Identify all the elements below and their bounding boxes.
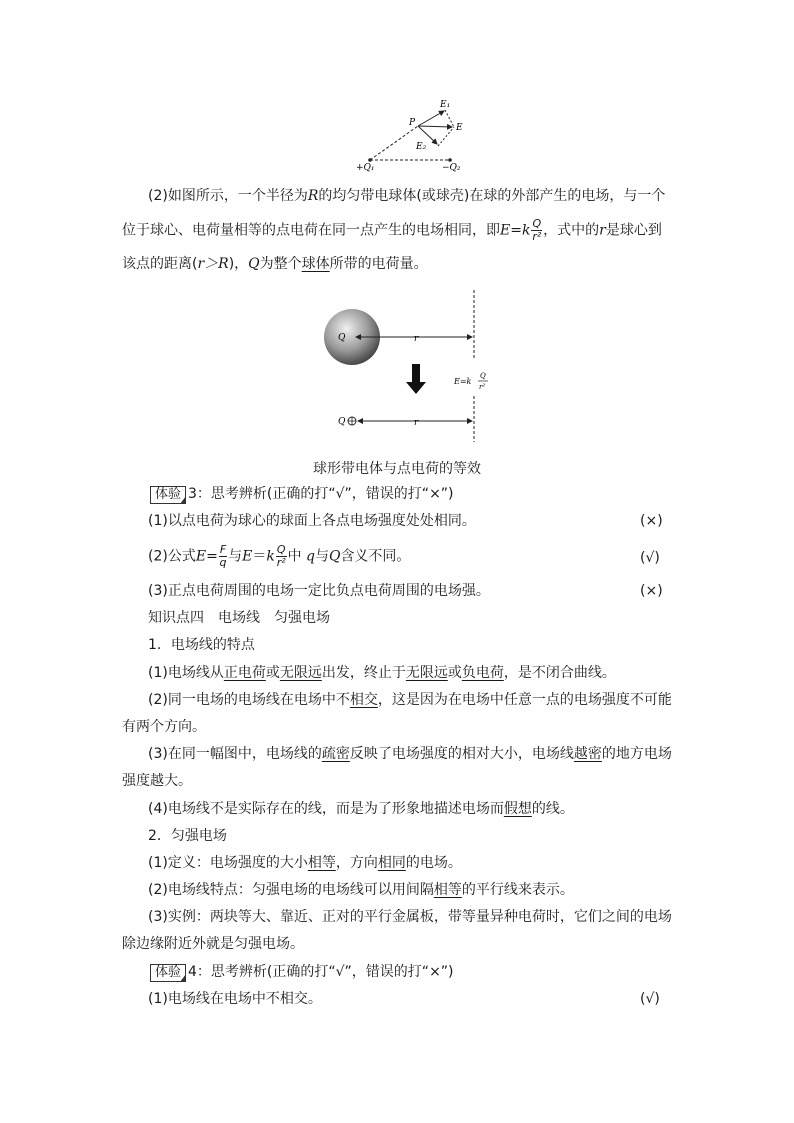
sphere-equivalence-figure	[318, 290, 498, 450]
exp3-a3: (×)	[640, 583, 663, 599]
dashed-line-e1-e	[445, 110, 454, 127]
formula-den: r²	[479, 383, 486, 391]
kp4-d3: (3)实例：两块等大、靠近、正对的平行金属板，带等量异种电荷时，它们之间的电场	[148, 909, 672, 925]
exp3-a1: (×)	[640, 513, 663, 529]
vector-e1	[418, 111, 444, 126]
kp4-section1: 1．电场线的特点	[148, 637, 255, 653]
exp4-badge: 体验	[150, 964, 186, 982]
label-r-top: r	[414, 334, 419, 344]
para2-line3: 该点的距离(r＞R)，Q为整个球体所带的电荷量。	[122, 256, 428, 272]
down-arrow-icon	[406, 364, 426, 394]
vector-diagram	[350, 98, 480, 178]
label-q2: −Q₂	[442, 163, 461, 173]
kp4-p3-cont: 强度越大。	[122, 773, 192, 789]
formula-e-label: E=k	[454, 377, 472, 386]
formula-num: Q	[480, 372, 486, 380]
label-e2: E₂	[416, 142, 427, 152]
label-e: E	[456, 123, 463, 133]
label-r-bottom: r	[414, 418, 419, 428]
para2-line1: (2)如图所示，一个半径为R的均匀带电球体(或球壳)在球的外部产生的电场，与一个	[148, 188, 666, 204]
para2-line2: 位于球心、电荷量相等的点电荷在同一点产生的电场相同，即E=k $\frac{Q}{\text{r²}}$ ，式中的r是球心到	[122, 217, 662, 243]
figure-caption: 球形带电体与点电荷的等效	[313, 461, 481, 477]
dashed-line-q1-p	[370, 126, 418, 160]
fraction-q-r2: $\frac{Q}{\text{r²}}$	[532, 217, 542, 243]
vector-e	[418, 126, 452, 127]
fraction-q-r2-b: $\frac{Q}{\text{r²}}$	[276, 543, 286, 569]
exp3-heading: 体验 3：思考辨析(正确的打“√”，错误的打“×”)	[150, 484, 454, 504]
kp4-p2: (2)同一电场的电场线在电场中不相交，这是因为在电场中任意一点的电场强度不可能	[148, 692, 672, 708]
fraction-f-q: $\frac{F}{q}$	[219, 543, 227, 569]
exp3-q2: (2)公式E= $\frac{F}{q}$ 与E＝k $\frac{Q}{\text{r²}}$ 中 q与Q含义不同。	[148, 543, 411, 569]
kp4-d1: (1)定义：电场强度的大小相等，方向相同的电场。	[148, 855, 462, 871]
kp4-p1: (1)电场线从正电荷或无限远出发，终止于无限远或负电荷，是不闭合曲线。	[148, 665, 616, 681]
label-sphere-q: Q	[338, 333, 346, 343]
charge-q2	[448, 158, 452, 162]
kp4-p3: (3)在同一幅图中，电场线的疏密反映了电场强度的相对大小，电场线越密的地方电场	[148, 746, 672, 762]
label-q1: +Q₁	[356, 163, 375, 173]
exp4-heading: 体验 4：思考辨析(正确的打“√”，错误的打“×”)	[150, 962, 454, 982]
charge-q1	[368, 158, 372, 162]
exp3-badge: 体验	[150, 486, 186, 504]
kp4-p4: (4)电场线不是实际存在的线，而是为了形象地描述电场而假想的线。	[148, 801, 574, 817]
label-point-q: Q	[338, 417, 346, 427]
exp3-q3: (3)正点电荷周围的电场一定比负点电荷周围的电场强。	[148, 583, 490, 599]
exp4-q1: (1)电场线在电场中不相交。	[148, 991, 322, 1007]
dashed-line-e2-e	[438, 127, 454, 146]
exp3-a2: (√)	[640, 550, 660, 566]
kp4-section2: 2．匀强电场	[148, 828, 227, 844]
kp4-p2-cont: 有两个方向。	[122, 719, 206, 735]
kp4-heading: 知识点四 电场线 匀强电场	[148, 610, 330, 626]
label-e1: E₁	[440, 100, 451, 110]
kp4-d2: (2)电场线特点：匀强电场的电场线可以用间隔相等的平行线来表示。	[148, 882, 574, 898]
label-p: P	[409, 118, 416, 128]
exp4-a1: (√)	[640, 991, 660, 1007]
kp4-d3-cont: 除边缘附近外就是匀强电场。	[122, 936, 304, 952]
exp3-q1: (1)以点电荷为球心的球面上各点电场强度处处相同。	[148, 513, 476, 529]
